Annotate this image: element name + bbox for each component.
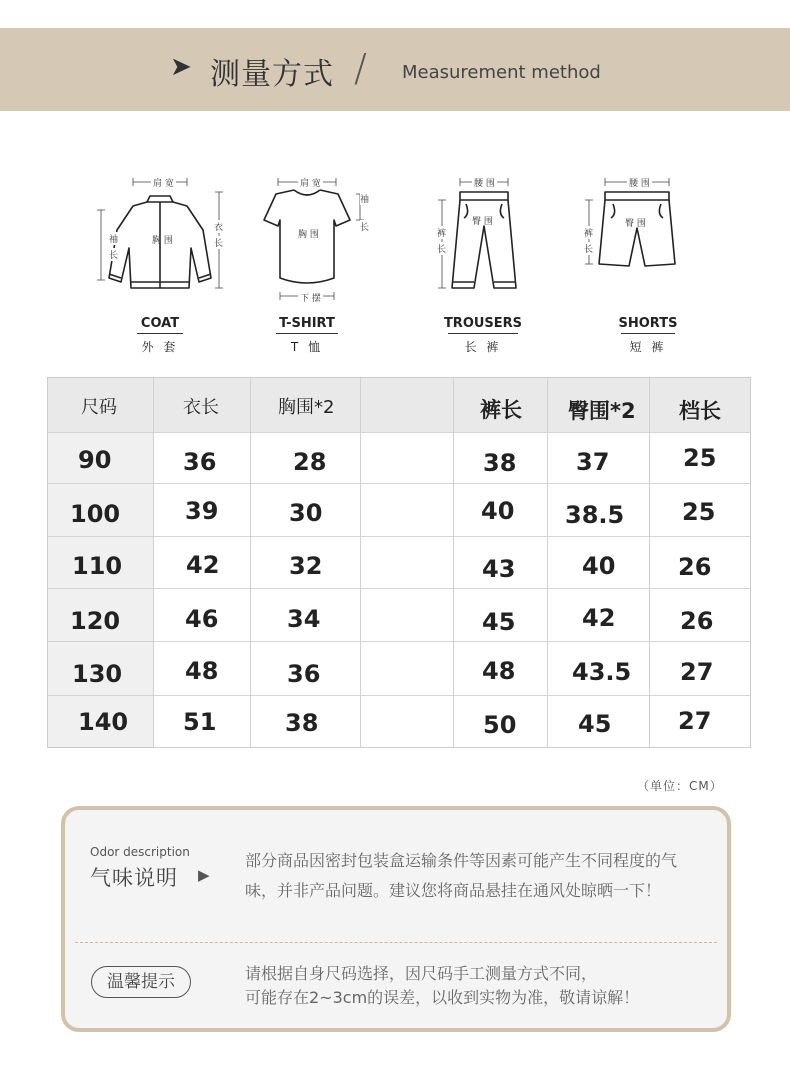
garment-trousers <box>418 170 548 360</box>
table-cell: 110 <box>72 552 123 580</box>
table-cell: 38.5 <box>565 501 625 529</box>
shorts-length-label-a: 裤 <box>584 226 593 239</box>
tip-badge: 温馨提示 <box>91 966 191 998</box>
table-cell: 100 <box>70 500 121 528</box>
row-divider <box>48 641 750 642</box>
table-cell: 40 <box>481 497 515 525</box>
odor-title: 气味说明 <box>90 866 178 890</box>
shorts-illustration <box>583 170 713 310</box>
garment-name-cn: T 恤 <box>290 340 324 354</box>
table-cell: 37 <box>576 448 610 476</box>
tshirt-sleeve-label-b: 长 <box>360 220 369 233</box>
column-divider <box>453 378 454 747</box>
table-cell: 45 <box>482 608 516 636</box>
header-top-length: 衣长 <box>183 397 219 418</box>
table-cell: 38 <box>285 709 319 737</box>
trousers-length-label-a: 裤 <box>437 226 446 239</box>
garment-name-cn: 短 裤 <box>629 340 667 354</box>
table-cell: 30 <box>289 499 323 527</box>
table-cell: 32 <box>289 552 323 580</box>
row-divider <box>48 536 750 537</box>
row-divider <box>48 695 750 696</box>
trousers-waist-label: 腰 围 <box>472 176 497 189</box>
tshirt-illustration <box>242 170 372 310</box>
trousers-hip-label: 臀 围 <box>472 217 493 227</box>
odor-description: 部分商品因密封包装盒运输条件等因素可能产生不同程度的气味，并非产品问题。建议您将商品悬挂在通风处晾晒一下！ <box>245 851 678 900</box>
table-cell: 36 <box>287 660 321 688</box>
row-divider <box>48 432 750 433</box>
header-chest: 胸围*2 <box>278 397 335 418</box>
table-cell: 45 <box>578 710 612 738</box>
table-cell: 43.5 <box>572 658 632 686</box>
column-divider <box>649 378 650 747</box>
garment-name-en: COAT <box>140 316 180 331</box>
garment-name-en: TROUSERS <box>443 316 523 331</box>
table-cell: 140 <box>78 708 129 736</box>
coat-shoulder-label: 肩 宽 <box>151 176 176 189</box>
shorts-waist-label: 腰 围 <box>627 176 652 189</box>
column-divider <box>250 378 251 747</box>
row-divider <box>48 483 750 484</box>
table-cell: 28 <box>293 448 327 476</box>
coat-length-label-b: 长 <box>214 236 223 249</box>
table-cell: 51 <box>183 708 217 736</box>
header-hip: 臀围*2 <box>568 399 636 423</box>
tshirt-sleeve-label-a: 袖 <box>360 192 369 205</box>
table-cell: 27 <box>678 707 712 735</box>
page-title-en: Measurement method <box>402 62 601 83</box>
garment-name-cn: 长 裤 <box>464 340 502 354</box>
table-cell: 34 <box>287 605 321 633</box>
garment-coat <box>95 170 225 360</box>
column-divider <box>360 378 361 747</box>
table-cell: 120 <box>70 607 121 635</box>
size-table <box>47 377 751 748</box>
table-cell: 42 <box>582 604 616 632</box>
tip-line-1: 请根据自身尺码选择，因尺码手工测量方式不同， <box>245 964 598 983</box>
header-pants-length: 裤长 <box>480 398 522 422</box>
table-cell: 38 <box>483 449 517 477</box>
tshirt-shoulder-label: 肩 宽 <box>298 176 323 189</box>
header-size: 尺码 <box>81 397 117 418</box>
coat-length-label-a: 衣 <box>214 220 223 233</box>
garment-name-en: T-SHIRT <box>279 316 335 331</box>
trousers-length-label-b: 长 <box>437 242 446 255</box>
table-cell: 48 <box>482 657 516 685</box>
odor-subtitle-en: Odor description <box>90 845 190 859</box>
garment-shorts <box>583 170 713 360</box>
coat-sleeve-label-a: 袖 <box>109 232 118 245</box>
garment-name-en: SHORTS <box>618 316 678 331</box>
table-cell: 39 <box>185 497 219 525</box>
unit-note: （单位：CM） <box>637 779 723 793</box>
column-divider <box>547 378 548 747</box>
table-cell: 40 <box>582 552 616 580</box>
garment-underline <box>276 333 338 334</box>
table-cell: 130 <box>72 660 123 688</box>
page-title-cn: 测量方式 <box>210 57 334 92</box>
shorts-length-label-b: 长 <box>584 242 593 255</box>
table-cell: 48 <box>185 657 219 685</box>
row-divider <box>48 588 750 589</box>
garment-underline <box>448 333 518 334</box>
header-band <box>0 28 790 111</box>
garment-underline <box>137 333 183 334</box>
table-cell: 43 <box>482 555 516 583</box>
garment-tshirt <box>242 170 372 360</box>
dashed-divider <box>75 942 717 943</box>
table-cell: 26 <box>678 553 712 581</box>
table-cell: 26 <box>680 607 714 635</box>
title-divider: / <box>354 46 367 90</box>
coat-sleeve-label-b: 长 <box>109 248 118 261</box>
notes-box <box>61 806 731 1032</box>
coat-chest-label: 胸 围 <box>152 236 173 246</box>
shorts-hip-label: 臀 围 <box>625 219 646 229</box>
table-cell: 90 <box>78 446 112 474</box>
arrow-right-icon: ➤ <box>170 52 192 82</box>
column-divider <box>153 378 154 747</box>
table-cell: 46 <box>185 605 219 633</box>
tip-line-2: 可能存在2~3cm的误差，以收到实物为准，敬请谅解！ <box>245 988 640 1007</box>
table-cell: 25 <box>683 444 717 472</box>
garment-underline <box>621 333 675 334</box>
tip-text <box>245 962 705 1010</box>
trousers-illustration <box>418 170 548 310</box>
header-rise: 档长 <box>679 399 721 423</box>
table-cell: 50 <box>483 711 517 739</box>
table-cell: 25 <box>682 498 716 526</box>
triangle-right-icon: ▶ <box>198 866 210 884</box>
tshirt-chest-label: 胸 围 <box>298 230 319 240</box>
table-cell: 42 <box>186 551 220 579</box>
table-cell: 27 <box>680 658 714 686</box>
garment-name-cn: 外 套 <box>141 340 179 354</box>
table-cell: 36 <box>183 448 217 476</box>
tshirt-hem-label: 下 摆 <box>298 291 323 304</box>
